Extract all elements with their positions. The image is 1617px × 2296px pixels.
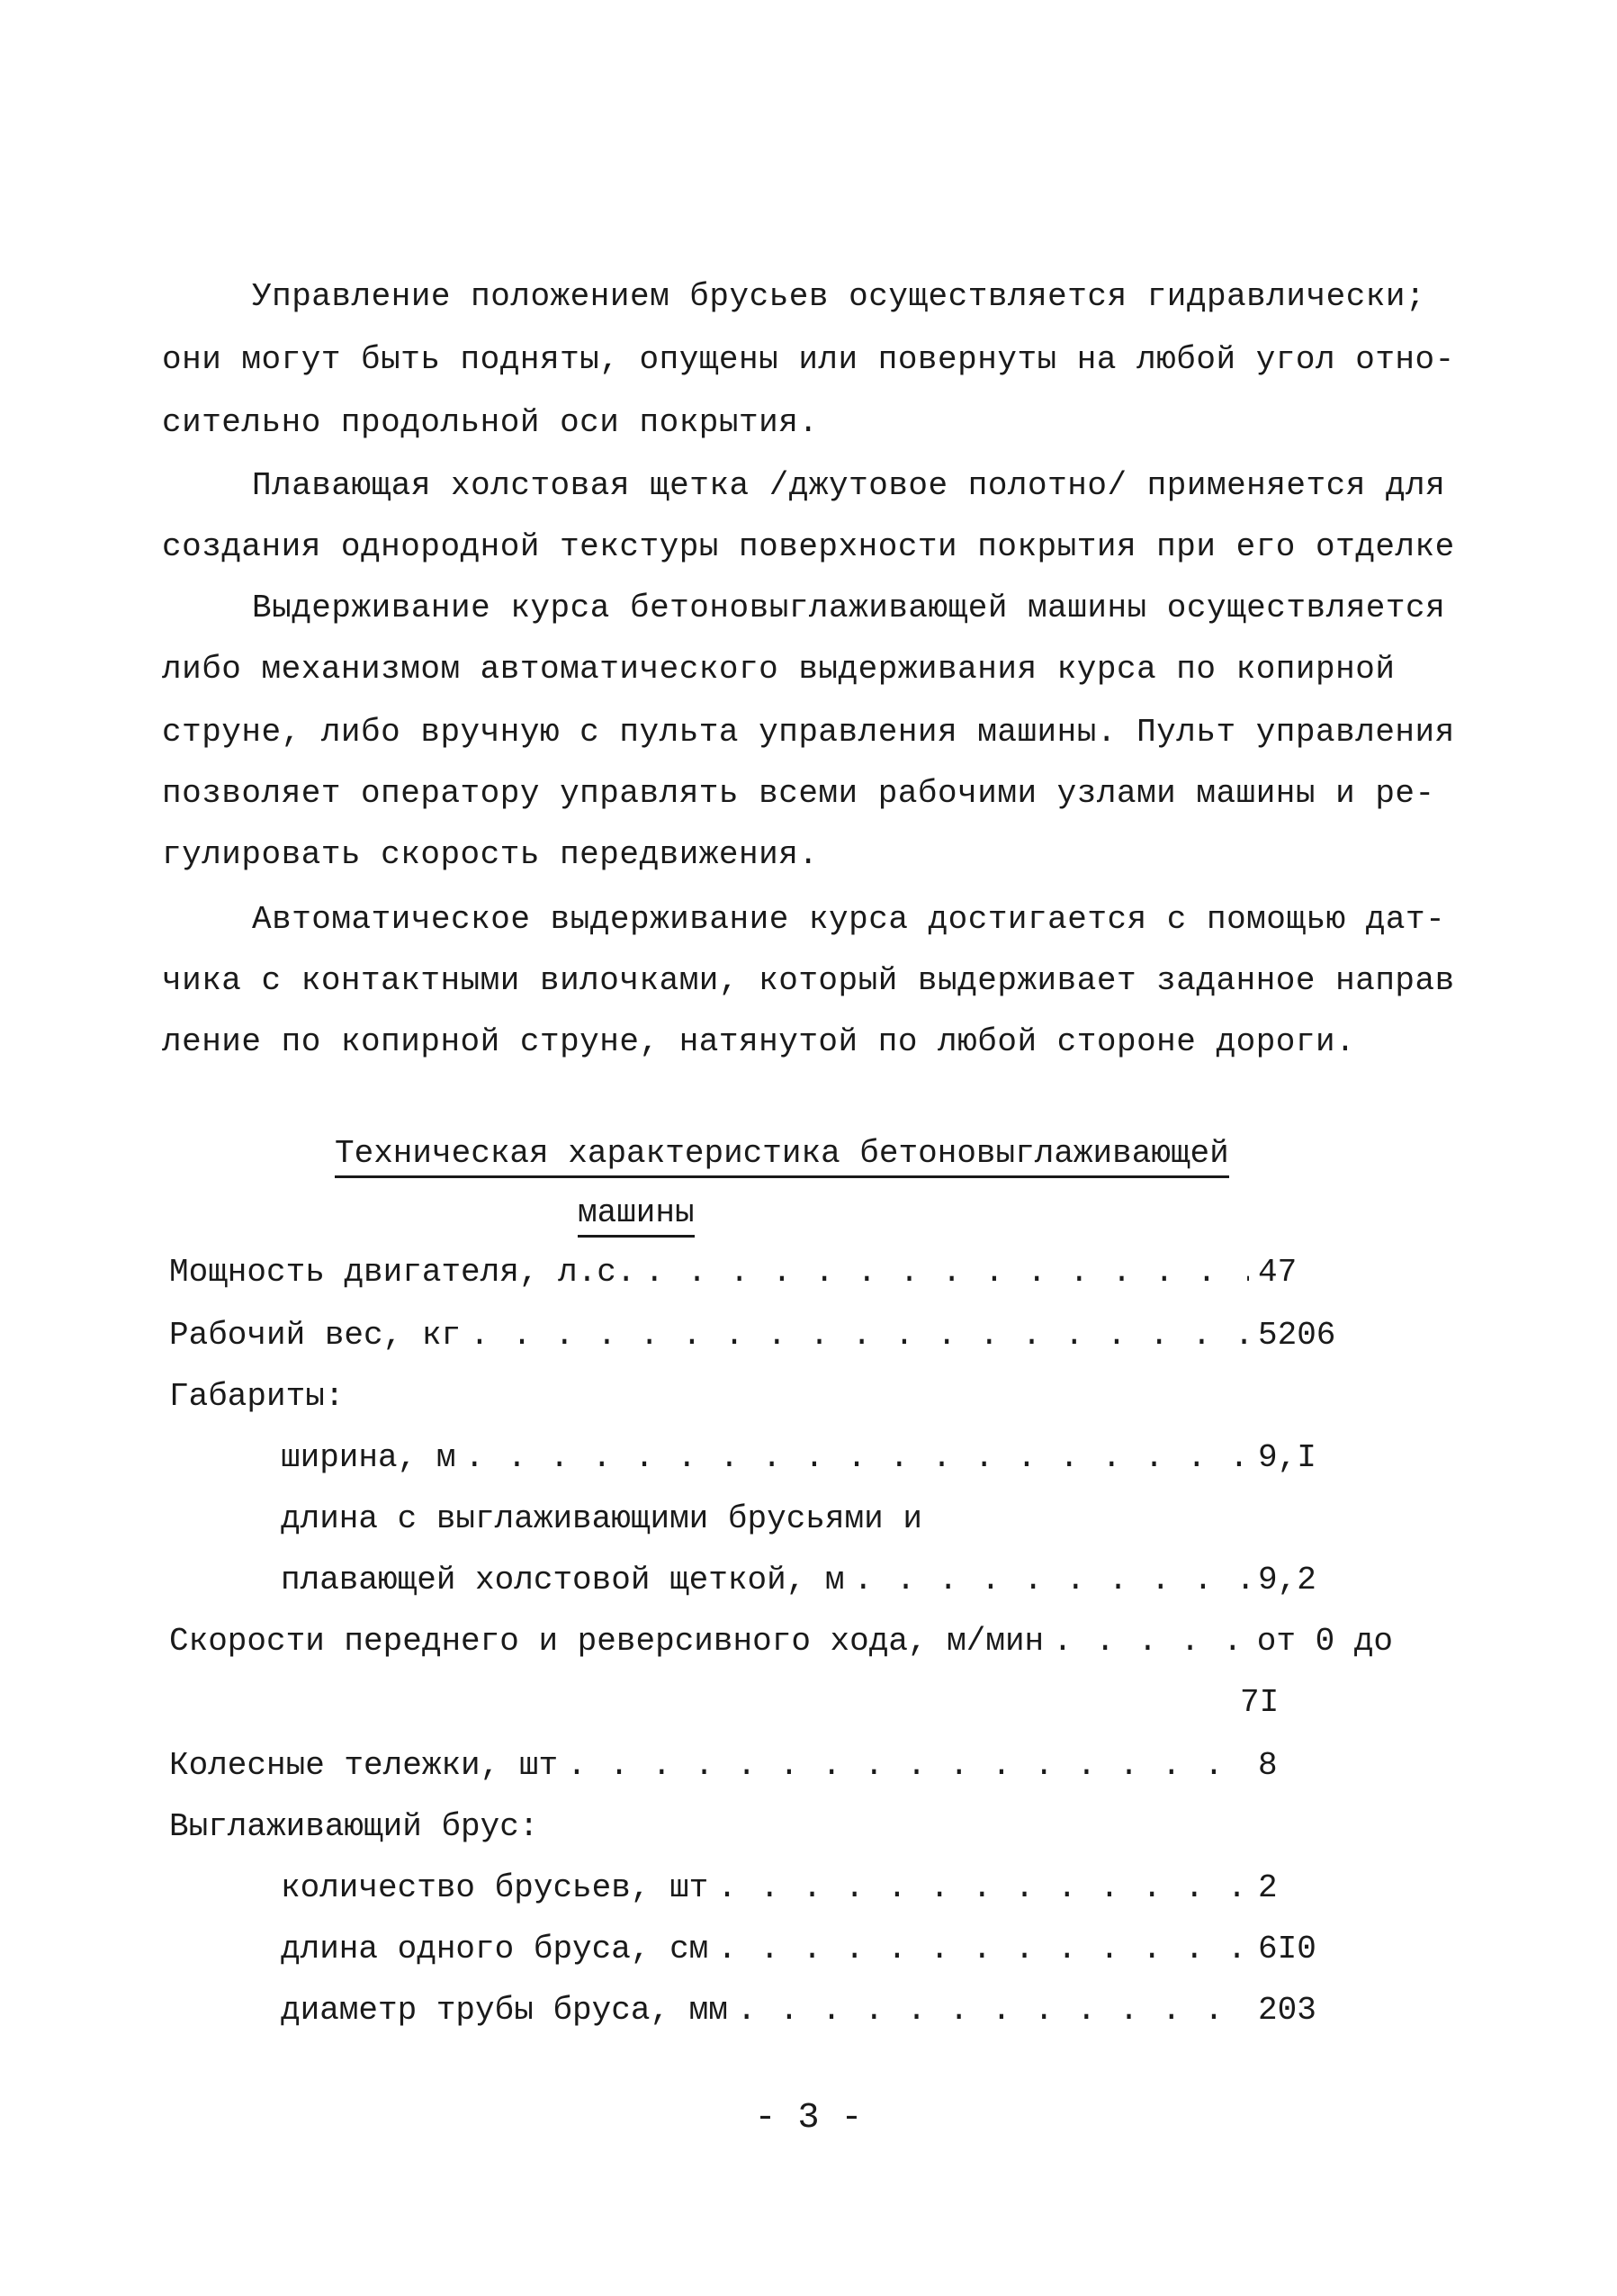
spec-value: 47 [1258, 1254, 1298, 1291]
paragraph-3-line-4: позволяет оператору управлять всеми рабочими узлами машины и ре- [162, 775, 1435, 812]
dot-leader [737, 1991, 1249, 2030]
spec-working-weight [169, 1316, 1339, 1355]
spec-label: ширина, м [281, 1439, 456, 1476]
spec-width [281, 1438, 1339, 1478]
spec-label: диаметр трубы бруса, мм [281, 1992, 728, 2029]
spec-label: Рабочий вес, кг [169, 1317, 462, 1354]
spec-value: 5206 [1258, 1317, 1336, 1354]
paragraph-2-line-1: Плавающая холстовая щетка /джутовое полотно/ применяется для [252, 467, 1446, 504]
spec-value: 8 [1258, 1747, 1278, 1784]
spec-label: плавающей холстовой щеткой, м [281, 1562, 845, 1598]
spec-beam-length [281, 1930, 1339, 1969]
spec-label: длина одного бруса, см [281, 1931, 709, 1967]
spec-label: Мощность двигателя, л.с. [169, 1254, 636, 1291]
paragraph-3-line-3: струне, либо вручную с пульта управления машины. Пульт управления [162, 714, 1455, 751]
dot-leader [644, 1253, 1249, 1292]
spec-value: от 0 до [1256, 1623, 1393, 1660]
spec-label: Колесные тележки, шт [169, 1747, 559, 1784]
paragraph-1-line-2: они могут быть подняты, опущены или повернуты на любой угол отно- [162, 341, 1455, 378]
spec-label: количество брусьев, шт [281, 1869, 709, 1906]
spec-length-line-1: длина с выглаживающими брусьями и [281, 1500, 922, 1537]
page-number: - 3 - [754, 2098, 863, 2138]
paragraph-4-line-2: чика с контактными вилочками, который выдерживает заданное направ [162, 962, 1455, 999]
paragraph-4-line-3: ление по копирной струне, натянутой по любой стороне дороги. [162, 1023, 1356, 1060]
dot-leader [717, 1930, 1249, 1969]
dot-leader [854, 1561, 1249, 1600]
dot-leader [1053, 1622, 1248, 1661]
dot-leader [464, 1438, 1249, 1478]
dot-leader [717, 1868, 1249, 1908]
paragraph-3-line-5: гулировать скорость передвижения. [162, 836, 819, 873]
paragraph-1-line-1: Управление положением брусьев осуществляется гидравлически; [252, 278, 1426, 315]
spec-value: 6I0 [1258, 1931, 1316, 1967]
spec-value: 9,I [1258, 1439, 1316, 1476]
spec-value: 203 [1258, 1992, 1316, 2029]
spec-group-dimensions: Габариты: [169, 1378, 345, 1415]
spec-carts [169, 1746, 1339, 1786]
spec-beam-count [281, 1868, 1339, 1908]
spec-label: Скорости переднего и реверсивного хода, м/мин [169, 1623, 1045, 1660]
section-title-line-2: машины [578, 1193, 695, 1238]
paragraph-2-line-2: создания однородной текстуры поверхности покрытия при его отделке [162, 528, 1455, 565]
spec-value: 2 [1258, 1869, 1278, 1906]
paragraph-3-line-2: либо механизмом автоматического выдерживания курса по копирной [162, 651, 1396, 688]
dot-leader [470, 1316, 1249, 1355]
spec-value: 9,2 [1258, 1562, 1316, 1598]
paragraph-4-line-1: Автоматическое выдерживание курса достигается с помощью дат- [252, 901, 1446, 938]
spec-speed-value-continued: 7I [1240, 1684, 1280, 1721]
paragraph-1-line-3: сительно продольной оси покрытия. [162, 404, 819, 441]
paragraph-3-line-1: Выдерживание курса бетоновыглаживающей машины осуществляется [252, 590, 1446, 626]
spec-speed [169, 1622, 1393, 1661]
dot-leader [567, 1746, 1249, 1786]
spec-group-beam: Выглаживающий брус: [169, 1808, 539, 1845]
spec-beam-diameter [281, 1991, 1339, 2030]
spec-length [281, 1561, 1339, 1600]
section-title-line-1: Техническая характеристика бетоновыглаживающей [335, 1134, 1229, 1178]
spec-engine-power [169, 1253, 1339, 1292]
